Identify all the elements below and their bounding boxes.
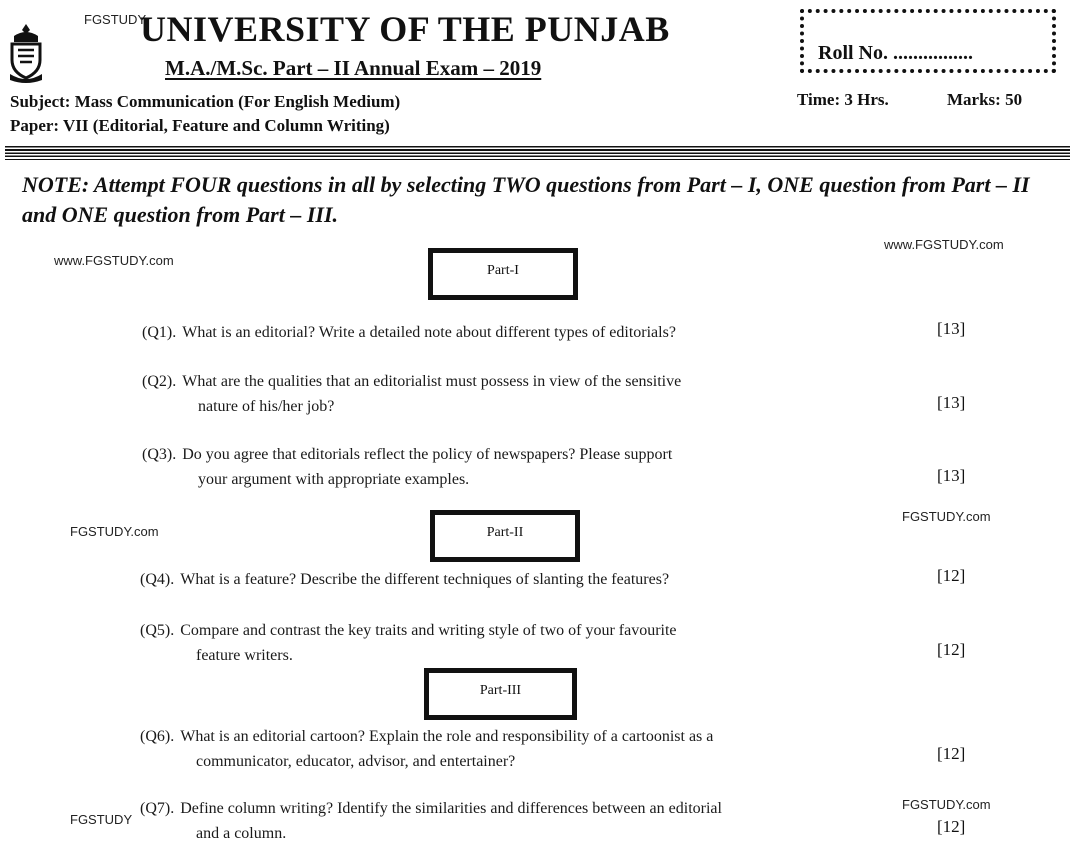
- question-3-marks: [13]: [937, 466, 966, 485]
- question-1: (Q1). What is an editorial? Write a detailed note about different types of editorials?: [142, 324, 676, 341]
- roll-number-field[interactable]: Roll No. ................: [818, 42, 973, 64]
- exam-instructions: NOTE: Attempt FOUR questions in all by selecting TWO questions from Part – I, ONE question from Part – II and ONE question from Part – III.: [22, 172, 1030, 227]
- subject-line: Subject: Mass Communication (For English Medium): [10, 92, 401, 111]
- question-6-marks: [12]: [937, 744, 966, 763]
- question-5-marks: [12]: [937, 640, 966, 659]
- question-7-marks: [12]: [937, 817, 966, 836]
- question-7: (Q7). Define column writing? Identify the similarities and differences between an editorial and a column.: [140, 800, 722, 842]
- paper-line: Paper: VII (Editorial, Feature and Column Writing): [10, 116, 390, 135]
- watermark: www.FGSTUDY.com: [54, 253, 174, 268]
- question-6: (Q6). What is an editorial cartoon? Explain the role and responsibility of a cartoonist as a communicator, educator, advisor, and entertainer?: [140, 728, 714, 770]
- watermark: www.FGSTUDY.com: [884, 237, 1004, 252]
- exam-title: M.A./M.Sc. Part – II Annual Exam – 2019: [165, 56, 542, 80]
- part-2-heading: Part-II: [430, 510, 580, 562]
- total-marks: Marks: 50: [947, 90, 1023, 109]
- header-divider: [5, 146, 1070, 160]
- university-title: UNIVERSITY OF THE PUNJAB: [140, 9, 670, 49]
- watermark: FGSTUDY: [70, 812, 133, 827]
- question-2: (Q2). What are the qualities that an editorialist must possess in view of the sensitive nature of his/her job?: [142, 373, 682, 415]
- time-allowed: Time: 3 Hrs.: [797, 90, 889, 109]
- question-4: (Q4). What is a feature? Describe the different techniques of slanting the features?: [140, 571, 670, 588]
- part-1-heading: Part-I: [428, 248, 578, 300]
- question-3: (Q3). Do you agree that editorials reflect the policy of newspapers? Please support your argument with appropriate examples.: [142, 446, 673, 488]
- watermark: FGSTUDY.com: [902, 797, 991, 812]
- watermark-top: FGSTUDY: [84, 12, 147, 27]
- question-2-marks: [13]: [937, 393, 966, 412]
- part-3-heading: Part-III: [424, 668, 577, 720]
- university-crest-icon: [6, 22, 46, 84]
- watermark: FGSTUDY.com: [902, 509, 991, 524]
- watermark: FGSTUDY.com: [70, 524, 159, 539]
- question-4-marks: [12]: [937, 566, 966, 585]
- question-5: (Q5). Compare and contrast the key traits and writing style of two of your favourite feature writers.: [140, 622, 677, 664]
- question-1-marks: [13]: [937, 319, 966, 338]
